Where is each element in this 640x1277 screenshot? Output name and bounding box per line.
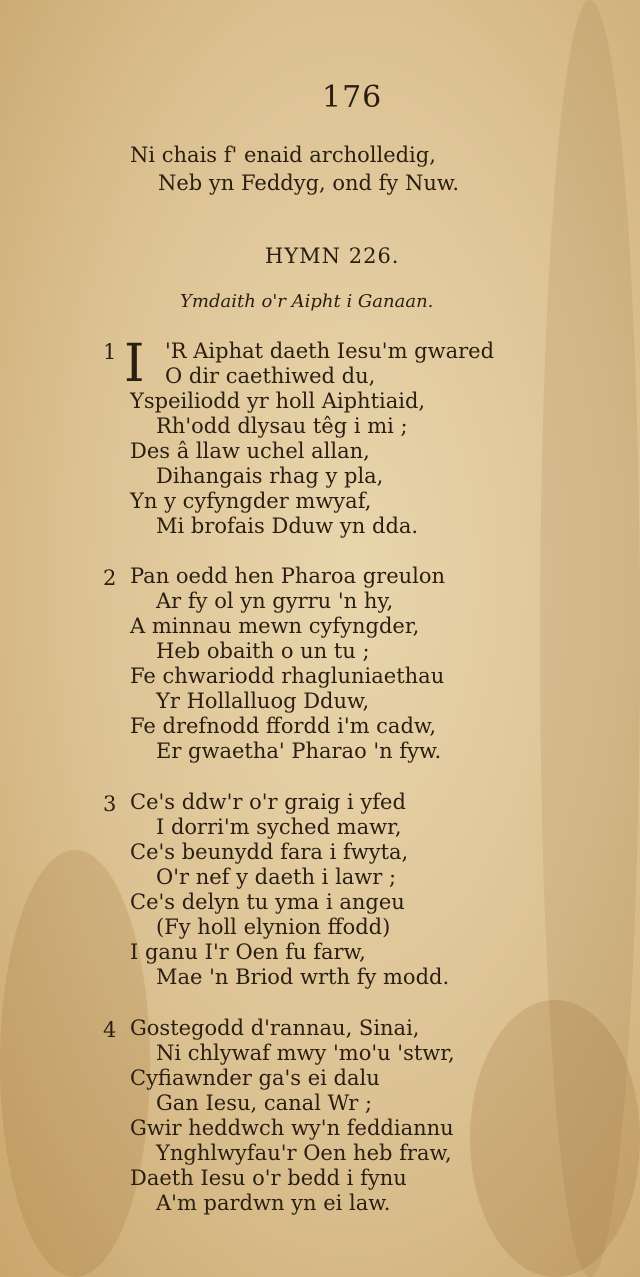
verse-line: Rh'odd dlysau têg i mi ; [156, 414, 408, 438]
verse-line: A'm pardwn yn ei law. [156, 1191, 391, 1215]
verse-line: Yn y cyfyngder mwyaf, [130, 489, 372, 513]
verse-line: Cyfiawnder ga's ei dalu [130, 1066, 380, 1090]
verse-line: (Fy holl elynion ffodd) [156, 915, 391, 939]
verse-line: Ni chlywaf mwy 'mo'u 'stwr, [156, 1041, 455, 1065]
verse-line: Yspeiliodd yr holl Aiphtiaid, [130, 389, 426, 413]
verse-line: Ce's ddw'r o'r graig i yfed [130, 790, 406, 814]
paper-stain [470, 1000, 640, 1277]
paper-stain [0, 850, 150, 1277]
verse-line: Ce's beunydd fara i fwyta, [130, 840, 409, 864]
verse-line: Gwir heddwch wy'n feddiannu [130, 1116, 454, 1140]
verse-line: Er gwaetha' Pharao 'n fyw. [156, 739, 442, 763]
paper-stain [540, 0, 640, 1277]
verse-line: A minnau mewn cyfyngder, [130, 614, 420, 638]
verse-line: Fe chwariodd rhagluniaethau [130, 664, 445, 688]
verse-line: Gostegodd d'rannau, Sinai, [130, 1016, 420, 1040]
carryover-line: Neb yn Feddyg, ond fy Nuw. [158, 171, 460, 195]
verse-line: Fe drefnodd ffordd i'm cadw, [130, 714, 437, 738]
verse-line: I ganu I'r Oen fu farw, [130, 940, 366, 964]
verse-line: Pan oedd hen Pharoa greulon [130, 564, 446, 588]
verse-number: 2 [103, 566, 117, 590]
verse-line: Mae 'n Briod wrth fy modd. [156, 965, 450, 989]
verse-line: Ynghlwyfau'r Oen heb fraw, [156, 1141, 452, 1165]
verse-line: O dir caethiwed du, [165, 364, 376, 388]
verse-number: 1 [103, 340, 117, 364]
drop-cap: I [124, 334, 145, 394]
verse-line: Mi brofais Dduw yn dda. [156, 514, 419, 538]
verse-line: O'r nef y daeth i lawr ; [156, 865, 397, 889]
verse-line: Gan Iesu, canal Wr ; [156, 1091, 373, 1115]
verse-line: Heb obaith o un tu ; [156, 639, 370, 663]
hymn-title: HYMN 226. [265, 244, 400, 268]
verse-line: 'R Aiphat daeth Iesu'm gwared [165, 339, 495, 363]
page-number: 176 [322, 80, 383, 115]
hymn-subtitle: Ymdaith o'r Aipht i Ganaan. [180, 291, 434, 312]
verse-line: Yr Hollalluog Dduw, [156, 689, 370, 713]
verse-line: I dorri'm syched mawr, [156, 815, 402, 839]
verse-number: 4 [103, 1018, 117, 1042]
verse-line: Des â llaw uchel allan, [130, 439, 370, 463]
verse-line: Dihangais rhag y pla, [156, 464, 384, 488]
verse-line: Ce's delyn tu yma i angeu [130, 890, 405, 914]
verse-line: Ar fy ol yn gyrru 'n hy, [156, 589, 394, 613]
verse-line: Daeth Iesu o'r bedd i fynu [130, 1166, 407, 1190]
carryover-line: Ni chais f' enaid archolledig, [130, 143, 436, 167]
verse-number: 3 [103, 792, 117, 816]
